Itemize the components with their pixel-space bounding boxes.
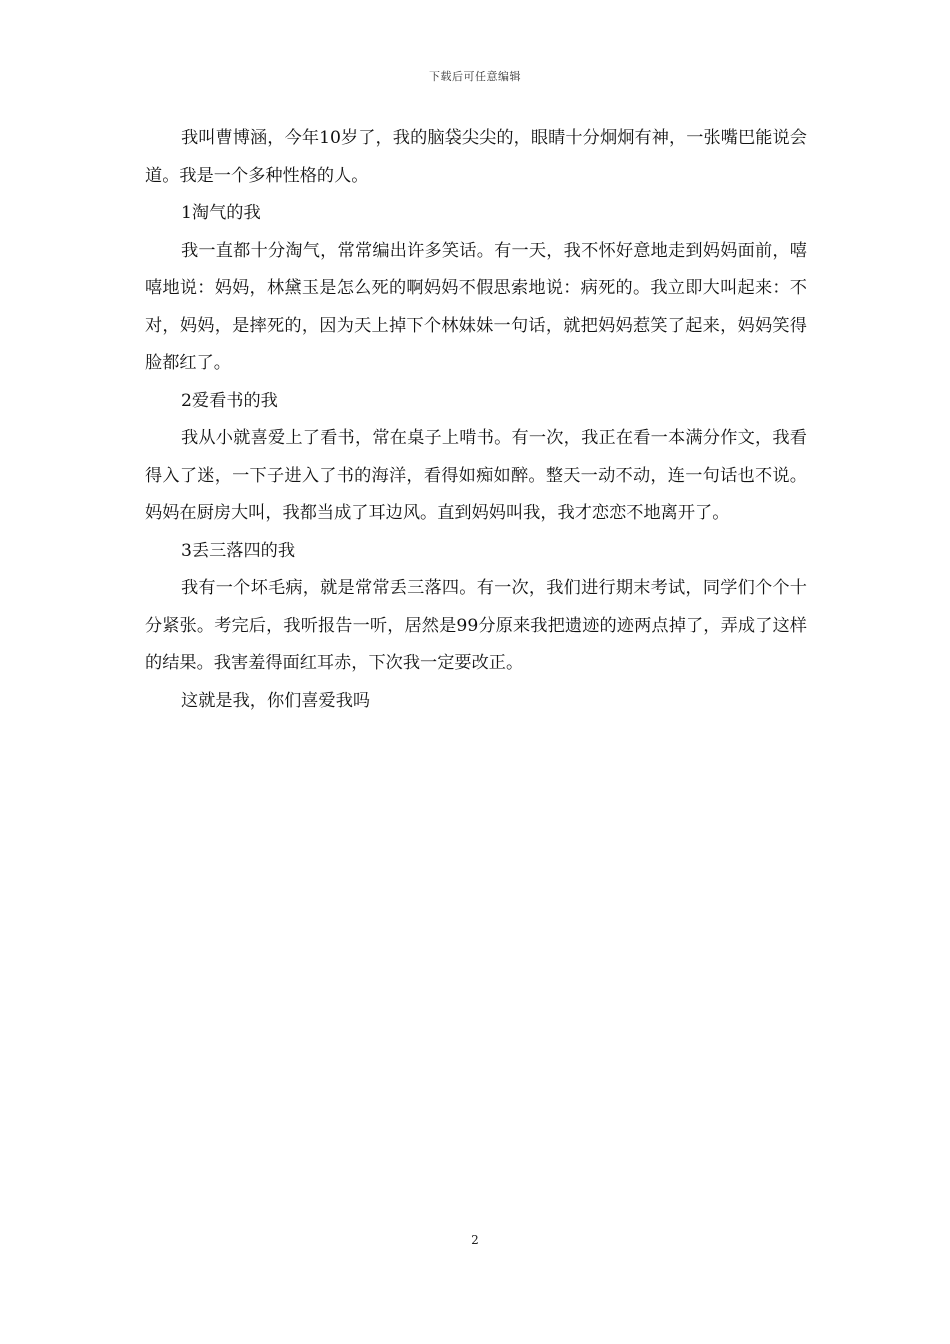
section-paragraph-naughty: 我一直都十分淘气，常常编出许多笑话。有一天，我不怀好意地走到妈妈面前，嘻嘻地说：妈妈，林黛玉是怎么死的啊妈妈不假思索地说：病死的。我立即大叫起来：不对，妈妈，是摔死的，因为天上掉下个林妹妹一句话，就把妈妈惹笑了起来，妈妈笑得脸都红了。: [145, 240, 807, 373]
document-body: [145, 120, 807, 720]
section-heading-reading: 2爱看书的我: [181, 390, 278, 411]
intro-paragraph: 我叫曹博涵，今年10岁了，我的脑袋尖尖的，眼睛十分炯炯有神，一张嘴巴能说会道。我是一个多种性格的人。: [145, 128, 807, 186]
closing-paragraph: 这就是我，你们喜爱我吗: [181, 690, 371, 711]
section-heading-forgetful: 3丢三落四的我: [181, 540, 296, 561]
section-paragraph-reading: 我从小就喜爱上了看书，常在桌子上啃书。有一次，我正在看一本满分作文，我看得入了迷，一下子进入了书的海洋，看得如痴如醉。整天一动不动，连一句话也不说。妈妈在厨房大叫，我都当成了耳边风。直到妈妈叫我，我才恋恋不地离开了。: [145, 428, 807, 523]
page-number: 2: [471, 1233, 479, 1247]
section-paragraph-forgetful: 我有一个坏毛病，就是常常丢三落四。有一次，我们进行期末考试，同学们个个十分紧张。考完后，我听报告一听，居然是99分原来我把遗迹的迹两点掉了，弄成了这样的结果。我害羞得面红耳赤，下次我一定要改正。: [145, 578, 807, 673]
page-header-note: 下载后可任意编辑: [429, 70, 521, 83]
section-heading-naughty: 1淘气的我: [181, 203, 261, 223]
